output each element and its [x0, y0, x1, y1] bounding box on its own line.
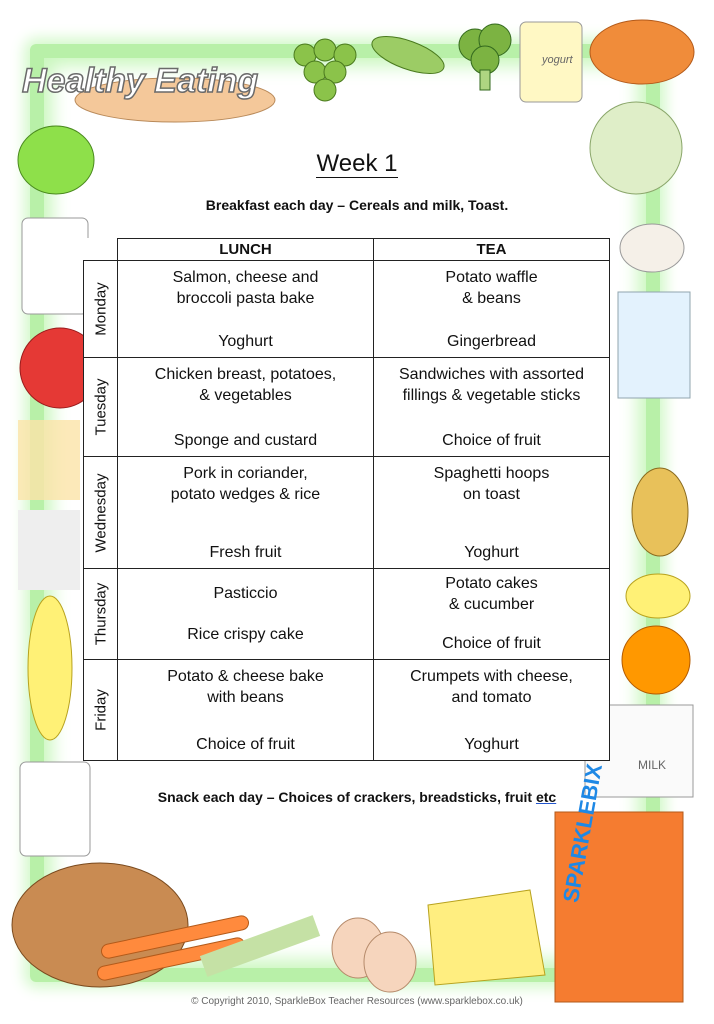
lemon-icon [626, 574, 690, 618]
tea-cell: Sandwiches with assorted fillings & vegetable sticks Choice of fruit [374, 358, 610, 457]
tea-cell: Crumpets with cheese, and tomato Yoghurt [374, 660, 610, 761]
breakfast-note: Breakfast each day – Cereals and milk, Toast. [205, 197, 509, 213]
column-header-tea: TEA [374, 239, 610, 261]
day-label: Wednesday [84, 457, 118, 569]
day-label: Friday [84, 660, 118, 761]
menu-table [83, 238, 610, 761]
pineapple-icon [632, 468, 688, 556]
yogurt-label: yogurt [542, 54, 573, 66]
svg-text:Healthy Eating: Healthy Eating [22, 62, 259, 100]
day-label: Monday [84, 261, 118, 358]
mango-icon [590, 20, 694, 84]
table-row [84, 358, 610, 457]
eggs-icon [332, 918, 416, 992]
grapes-icon [294, 39, 356, 101]
peas-icon [368, 29, 449, 81]
day-label: Tuesday [84, 358, 118, 457]
cauliflower-icon [590, 102, 682, 194]
pasta-icon [18, 420, 80, 500]
healthy-eating-logo [18, 24, 298, 104]
column-header-lunch: LUNCH [118, 239, 374, 261]
cheese-icon [428, 890, 545, 985]
glass-of-water-icon [618, 292, 690, 398]
table-header-row [84, 239, 610, 261]
table-row [84, 569, 610, 660]
snack-note: Snack each day – Choices of crackers, breadsticks, fruit etc [157, 789, 557, 805]
copyright-footer: © Copyright 2010, SparkleBox Teacher Resources (www.sparklebox.co.uk) [191, 996, 523, 1007]
tea-cell: Potato cakes & cucumber Choice of fruit [374, 569, 610, 660]
table-row [84, 457, 610, 569]
lunch-cell: Pork in coriander, potato wedges & rice Fresh fruit [118, 457, 374, 569]
rice-icon [18, 510, 80, 590]
day-label: Thursday [84, 569, 118, 660]
banana-icon [28, 596, 72, 740]
corner-cell [84, 239, 118, 261]
cereal-box-label: SPARKLEBIX [558, 761, 607, 905]
week-title: Week 1 [316, 150, 398, 177]
lunch-cell: Salmon, cheese and broccoli pasta bake Yoghurt [118, 261, 374, 358]
mushroom-icon [620, 224, 684, 272]
lunch-cell: Potato & cheese bake with beans Choice of fruit [118, 660, 374, 761]
lunch-cell: Chicken breast, potatoes, & vegetables Sponge and custard [118, 358, 374, 457]
orange-icon [622, 626, 690, 694]
table-row [84, 660, 610, 761]
broccoli-icon [459, 24, 511, 90]
strawberry-yogurt-icon [22, 218, 88, 314]
table-row [84, 261, 610, 358]
tea-cell: Potato waffle & beans Gingerbread [374, 261, 610, 358]
orange-yogurt-icon [20, 762, 90, 856]
milk-label: MILK [638, 758, 667, 772]
lunch-cell: Pasticcio Rice crispy cake [118, 569, 374, 660]
tea-cell: Spaghetti hoops on toast Yoghurt [374, 457, 610, 569]
